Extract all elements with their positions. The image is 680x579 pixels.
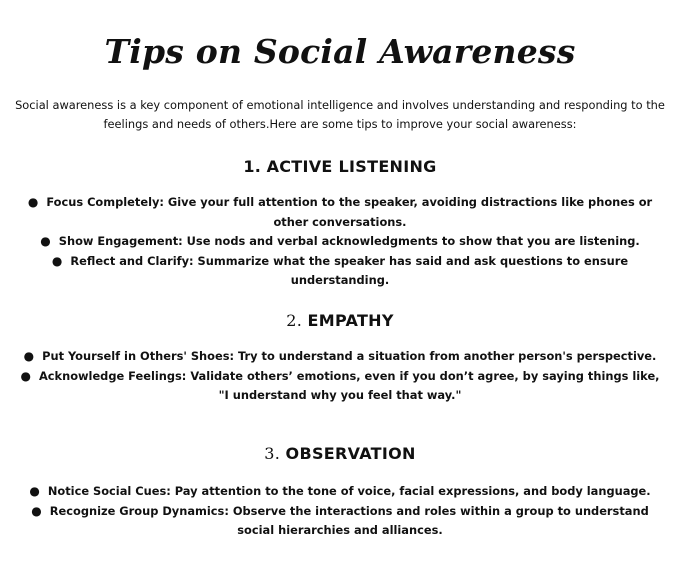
section-number: 1. — [243, 157, 262, 176]
section-title: OBSERVATION — [285, 444, 416, 463]
section-number: 3. — [264, 444, 281, 463]
list-item — [20, 347, 660, 367]
list-item — [20, 482, 660, 502]
section-heading-observation — [0, 443, 680, 465]
bullet-icon: ● — [27, 195, 39, 209]
list-item — [20, 252, 660, 291]
list-item-text: Put Yourself in Others' Shoes: Try to understand a situation from another person's perspective. — [42, 349, 657, 363]
list-item — [20, 193, 660, 232]
list-item — [20, 502, 660, 541]
list-item-text: Acknowledge Feelings: Validate others’ emotions, even if you don’t agree, by saying things like, "I understand why you feel that way." — [38, 368, 660, 402]
list-item-text: Reflect and Clarify: Summarize what the speaker has said and ask questions to ensure understanding. — [70, 253, 629, 287]
list-item — [20, 232, 660, 252]
bullet-icon: ● — [20, 368, 31, 383]
section-heading-active-listening — [0, 156, 680, 178]
page-title: Tips on Social Awareness — [104, 32, 576, 71]
bullet-list-active-listening — [20, 193, 660, 291]
section-heading-empathy — [0, 310, 680, 332]
list-item — [20, 367, 660, 406]
list-item-text: Show Engagement: Use nods and verbal acknowledgments to show that you are listening. — [58, 234, 640, 248]
intro-paragraph: Social awareness is a key component of emotional intelligence and involves understanding and responding to the feelings and needs of others.Here are some tips to improve your social awareness: — [15, 98, 665, 131]
bullet-list-observation — [20, 482, 660, 541]
list-item-text: Focus Completely: Give your full attention to the speaker, avoiding distractions like phones or other conversations. — [46, 195, 653, 229]
list-item-text: Notice Social Cues: Pay attention to the tone of voice, facial expressions, and body language. — [47, 484, 651, 498]
section-title: EMPATHY — [307, 311, 394, 330]
bullet-icon: ● — [31, 503, 42, 518]
section-title: ACTIVE LISTENING — [266, 157, 437, 176]
section-number: 2. — [286, 311, 303, 330]
bullet-icon: ● — [23, 349, 35, 363]
list-item-text: Recognize Group Dynamics: Observe the interactions and roles within a group to understand social hierarchies and alliances. — [49, 503, 649, 537]
bullet-icon: ● — [29, 484, 40, 498]
bullet-icon: ● — [51, 253, 63, 268]
bullet-list-empathy — [20, 347, 660, 406]
bullet-icon: ● — [40, 234, 51, 248]
